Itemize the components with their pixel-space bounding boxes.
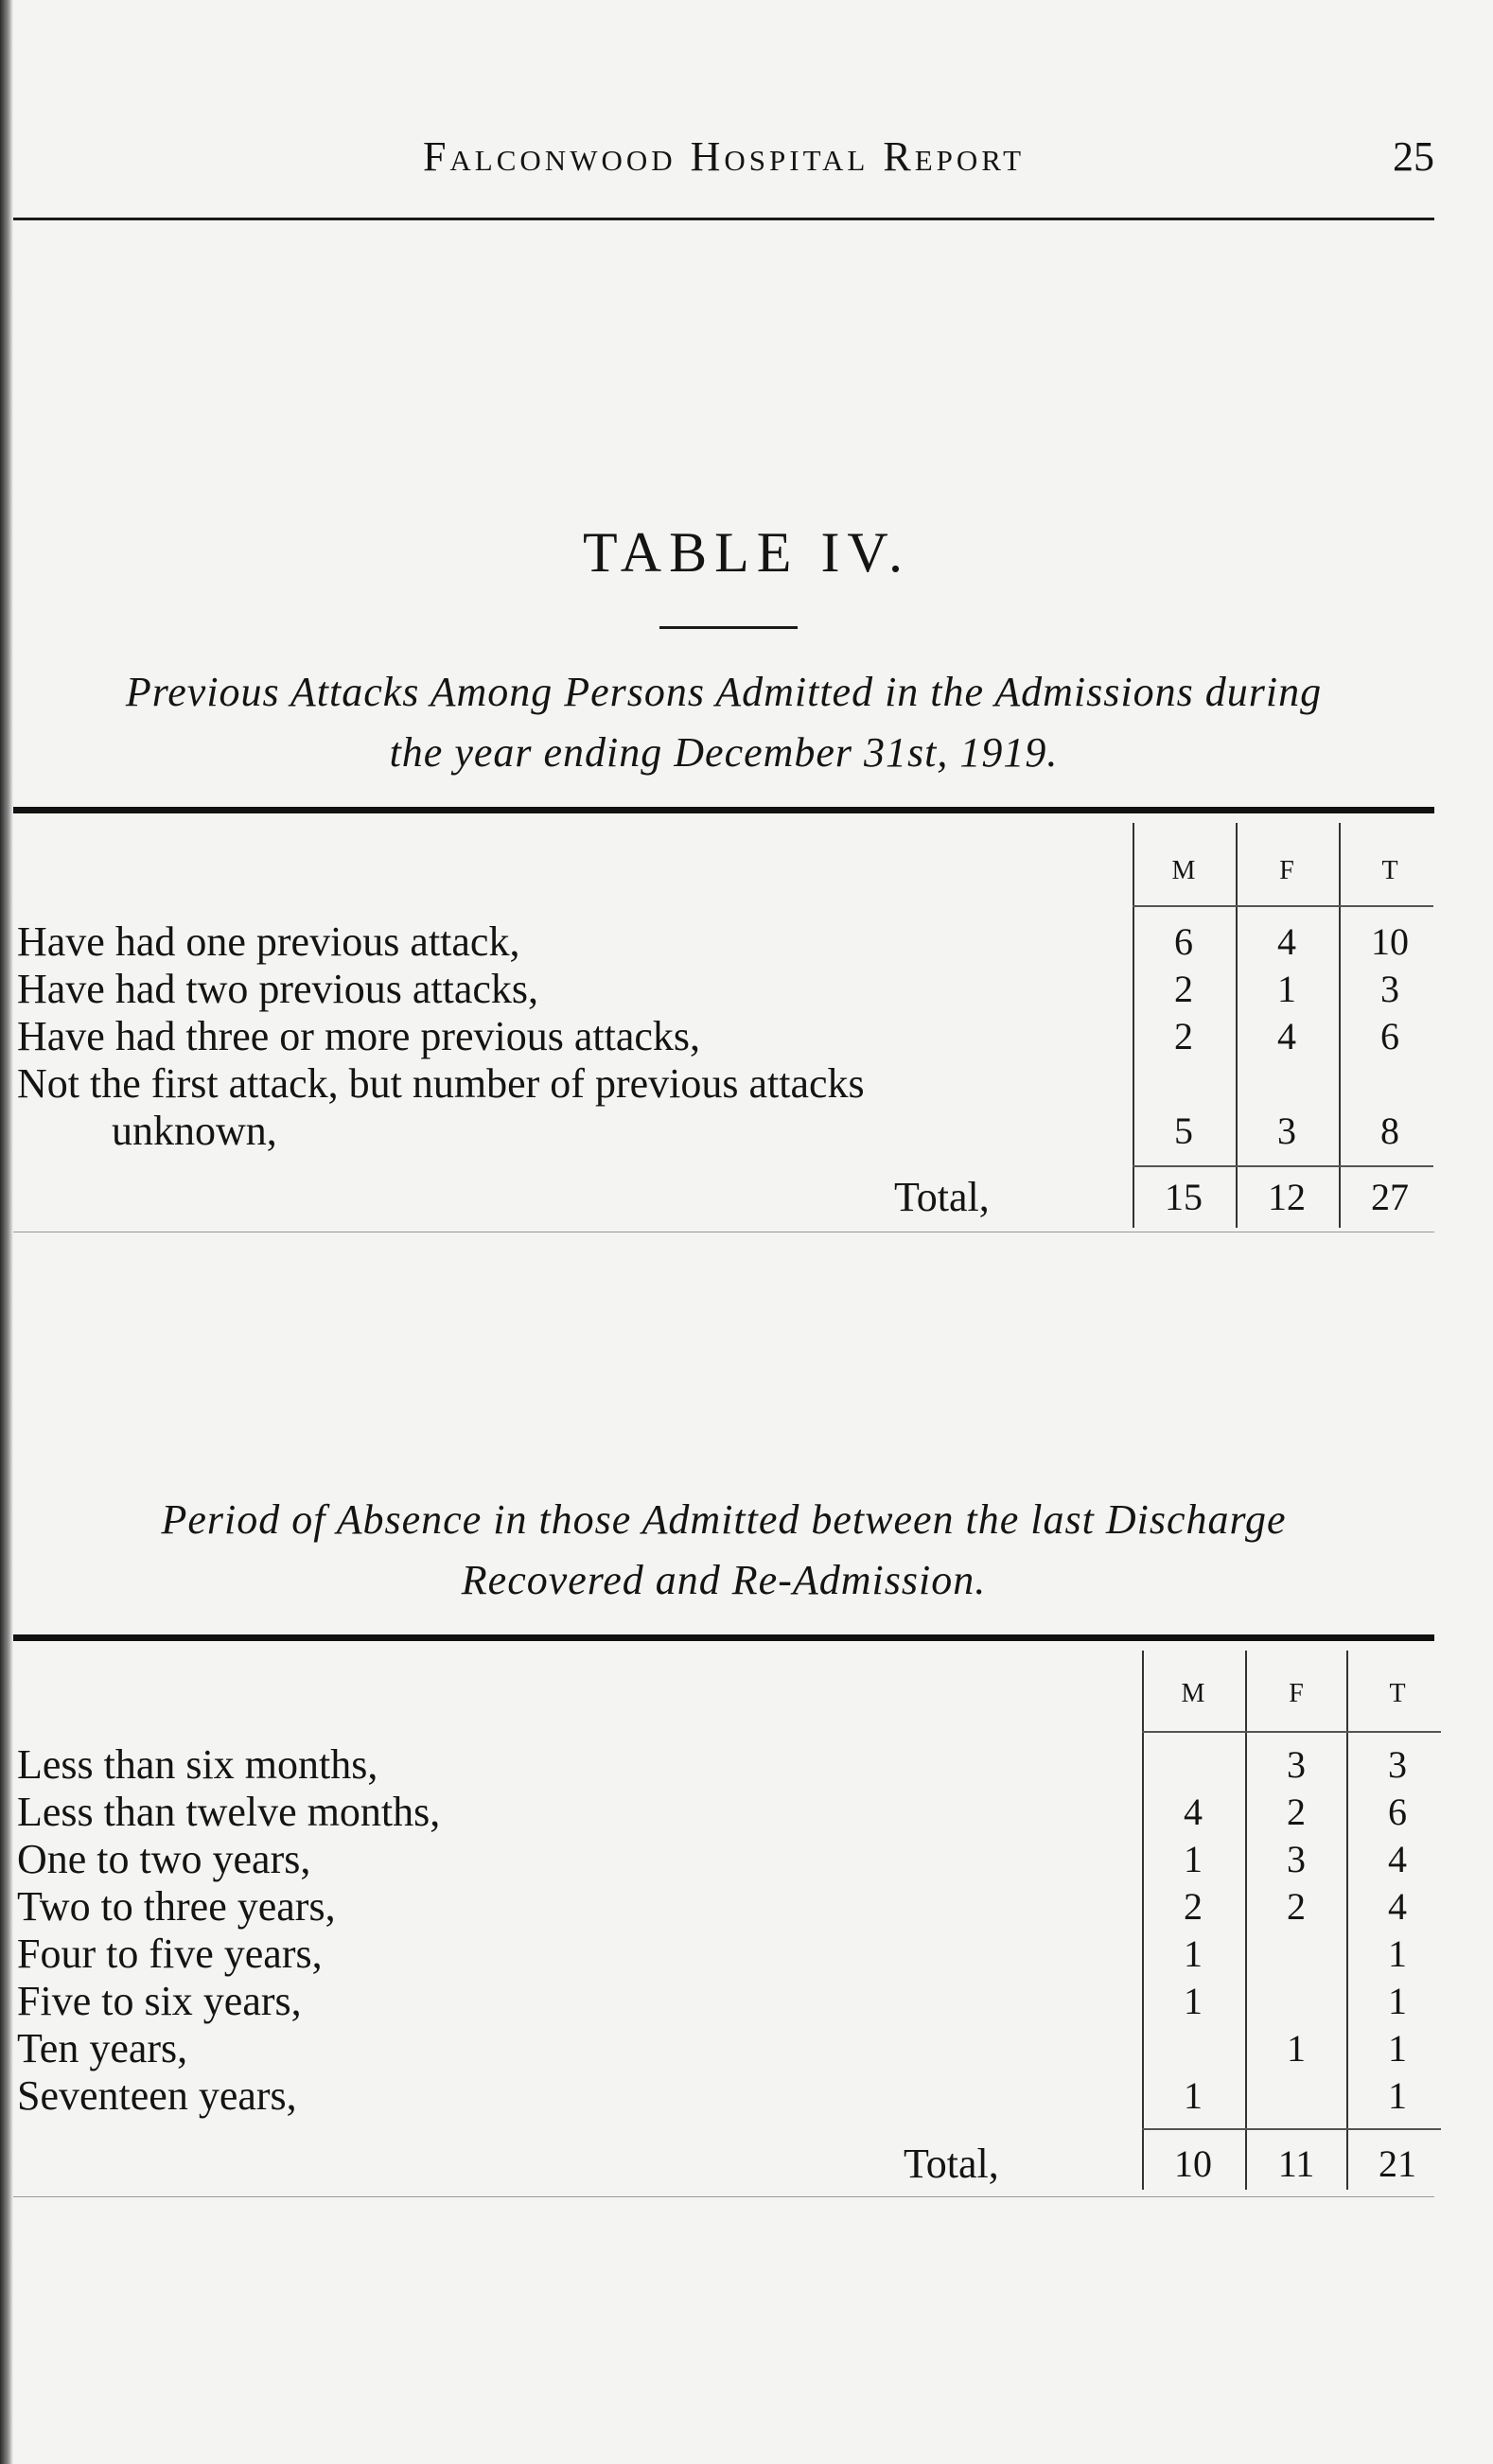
section1-cell-f: 4: [1277, 1015, 1296, 1057]
section2-cell-t: 1: [1388, 1980, 1407, 2022]
section2-col-header-m: M: [1181, 1679, 1205, 1708]
section2-top-rule: [13, 1634, 1434, 1641]
section1-total-t: 27: [1371, 1176, 1409, 1218]
section1-total-rule: [1133, 1165, 1433, 1167]
section2-cell-t: 1: [1388, 2027, 1407, 2070]
section1-cell-f: 4: [1277, 920, 1296, 963]
section1-cell-t: 10: [1371, 920, 1409, 963]
section1-cell-m: 2: [1174, 968, 1193, 1010]
section1-cell-t: 6: [1380, 1015, 1399, 1057]
section1-caption-line2: the year ending December 31st, 1919.: [389, 729, 1059, 776]
section2-caption-line2: Recovered and Re-Admission.: [461, 1557, 987, 1603]
section2-cell-m: 2: [1184, 1885, 1203, 1928]
section1-cell-m: 2: [1174, 1015, 1193, 1057]
section2-total-rule: [1142, 2128, 1441, 2130]
section2-cell-t: 4: [1388, 1885, 1407, 1928]
section2-caption: [13, 1490, 1434, 1611]
section1-row-label: Have had three or more previous attacks,: [17, 1013, 701, 1059]
section2-row-label: Ten years,: [17, 2025, 188, 2071]
section2-bottom-rule: [13, 2196, 1434, 2197]
section2-cell-m: 1: [1184, 1980, 1203, 2022]
section2-col-header-t: T: [1389, 1679, 1406, 1708]
section2-cell-f: 2: [1287, 1791, 1306, 1833]
section1-col-header-f: F: [1279, 856, 1294, 885]
section2-cell-f: 2: [1287, 1885, 1306, 1928]
section2-row-label: Two to three years,: [17, 1883, 336, 1930]
running-title: Falconwood Hospital Report: [422, 133, 1026, 180]
section1-total-m: 15: [1165, 1176, 1203, 1218]
section2-row-label: Seventeen years,: [17, 2072, 297, 2119]
section1-cell-m: 5: [1174, 1110, 1193, 1152]
section2-cell-t: 3: [1388, 1743, 1407, 1786]
section1-col-header-t: T: [1381, 856, 1398, 885]
section2-cell-t: 4: [1388, 1838, 1407, 1880]
page-header: [13, 123, 1434, 220]
section2-cell-m: 1: [1184, 2074, 1203, 2117]
section1-row-label: Have had two previous attacks,: [17, 966, 539, 1012]
table-title: TABLE IV.: [582, 521, 911, 584]
section1-total-f: 12: [1268, 1176, 1306, 1218]
section1-cell-t: 8: [1380, 1110, 1399, 1152]
section1-col-header-m: M: [1171, 856, 1196, 885]
section2-cell-f: 1: [1287, 2027, 1306, 2070]
section2-cell-m: 1: [1184, 1838, 1203, 1880]
section2-cell-t: 6: [1388, 1791, 1407, 1833]
section1-caption: [13, 662, 1434, 783]
title-rule: [659, 626, 798, 629]
section2-row-label: One to two years,: [17, 1836, 311, 1882]
section2-total-m: 10: [1174, 2142, 1212, 2185]
section1-row-label: Have had one previous attack,: [17, 918, 520, 965]
section2-cell-f: 3: [1287, 1743, 1306, 1786]
section1-row-label: Not the first attack, but number of previous attacks: [17, 1060, 865, 1107]
section1-row-label-continued: unknown,: [112, 1108, 277, 1154]
section2-total-label: Total,: [904, 2141, 999, 2187]
section1-header-underline: [1133, 905, 1433, 907]
section2-caption-line1: Period of Absence in those Admitted between the last Discharge: [161, 1496, 1287, 1543]
section1-cell-m: 6: [1174, 920, 1193, 963]
section2-row-label: Five to six years,: [17, 1978, 302, 2024]
section2-row-label: Four to five years,: [17, 1931, 323, 1977]
section2-total-f: 11: [1277, 2142, 1315, 2185]
section2-cell-m: 1: [1184, 1932, 1203, 1975]
section2-row-label: Less than twelve months,: [17, 1789, 441, 1835]
section1-cell-t: 3: [1380, 968, 1399, 1010]
section2-header-underline: [1142, 1731, 1441, 1733]
section1-cell-f: 1: [1277, 968, 1296, 1010]
section2-cell-m: 4: [1184, 1791, 1203, 1833]
section2-total-t: 21: [1379, 2142, 1416, 2185]
section1-top-rule: [13, 807, 1434, 813]
section1-cell-f: 3: [1277, 1110, 1296, 1152]
section2-col-header-f: F: [1289, 1679, 1304, 1708]
section2-cell-t: 1: [1388, 2074, 1407, 2117]
section2-cell-f: 3: [1287, 1838, 1306, 1880]
page-number: 25: [1393, 133, 1434, 180]
section2-row-label: Less than six months,: [17, 1741, 378, 1788]
section1-caption-line1: Previous Attacks Among Persons Admitted in the Admissions during: [125, 669, 1323, 715]
section1-total-label: Total,: [894, 1174, 990, 1220]
section2-cell-t: 1: [1388, 1932, 1407, 1975]
scan-edge: [0, 0, 13, 2464]
